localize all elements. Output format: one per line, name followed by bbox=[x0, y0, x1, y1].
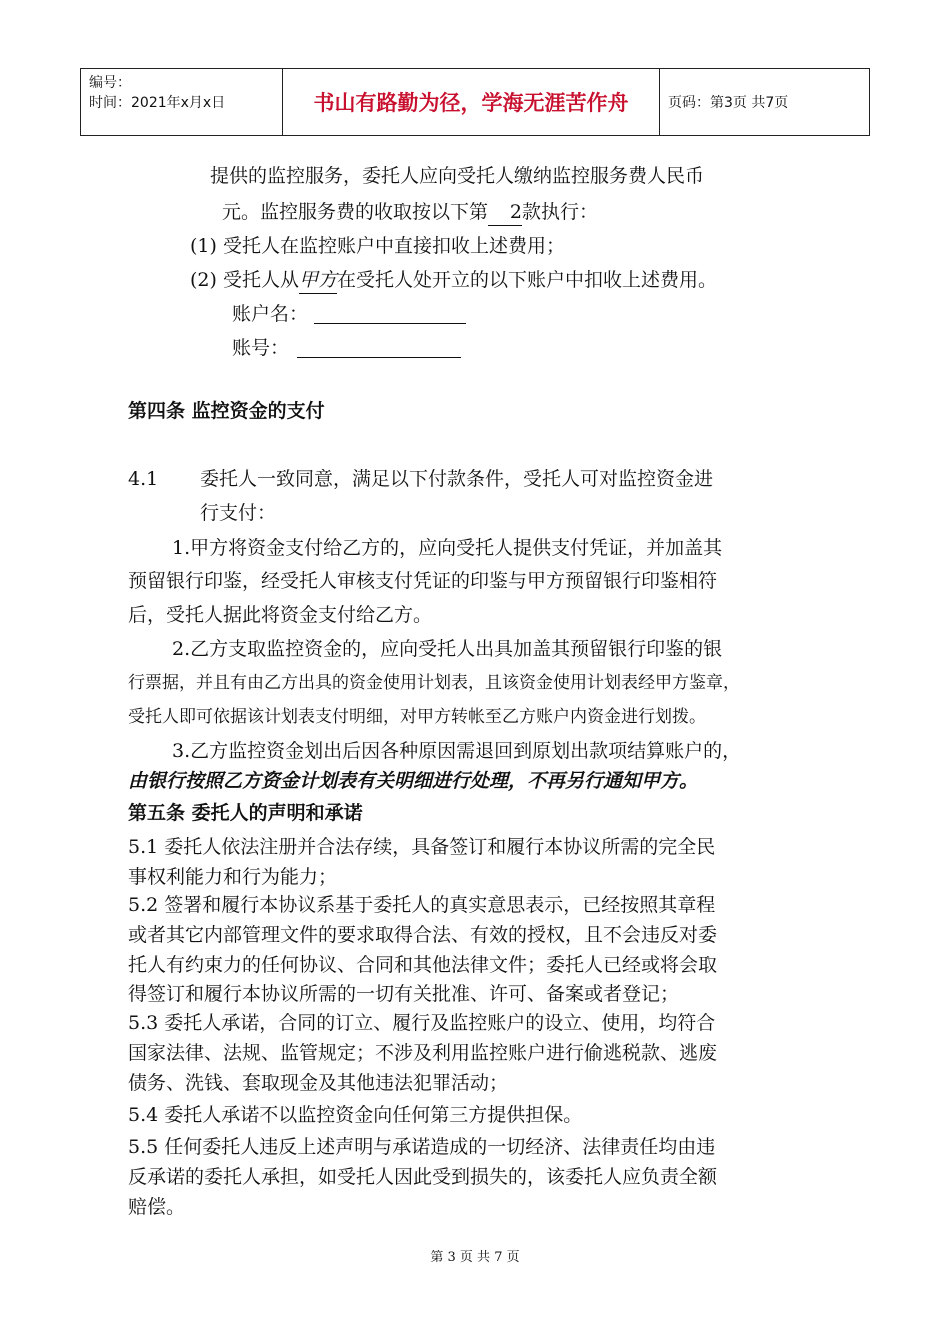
party-fill-in: 甲方 bbox=[299, 267, 337, 294]
body-line: 债务、洗钱、套取现金及其他违法犯罪活动； bbox=[128, 1072, 509, 1094]
header-motto: 书山有路勤为径，学海无涯苦作舟 bbox=[283, 69, 660, 135]
body-line: 3.乙方监控资金划出后因各种原因需退回到原划出款项结算账户的， bbox=[172, 740, 742, 762]
body-line: 委托人一致同意，满足以下付款条件，受托人可对监控资金进 bbox=[200, 468, 714, 490]
body-line: (2) 受托人从甲方在受托人处开立的以下账户中扣收上述费用。 bbox=[190, 267, 717, 294]
body-line: 托人有约束力的任何协议、合同和其他法律文件；委托人已经或将会取 bbox=[128, 954, 718, 976]
account-number-line: 账号： bbox=[232, 335, 461, 361]
page-header-table bbox=[80, 68, 870, 136]
clause-number: 4.1 bbox=[128, 468, 159, 490]
body-line: 预留银行印鉴，经受托人审核支付凭证的印鉴与甲方预留银行印鉴相符 bbox=[128, 570, 718, 592]
body-line: 国家法律、法规、监管规定；不涉及利用监控账户进行偷逃税款、逃废 bbox=[128, 1042, 718, 1064]
body-line: 后，受托人据此将资金支付给乙方。 bbox=[128, 604, 433, 626]
body-line: 5.2 签署和履行本协议系基于委托人的真实意思表示，已经按照其章程 bbox=[128, 894, 716, 916]
body-line: 赔偿。 bbox=[128, 1196, 186, 1218]
body-line: 5.1 委托人依法注册并合法存续，具备签订和履行本协议所需的完全民 bbox=[128, 836, 716, 858]
body-line: 1.甲方将资金支付给乙方的，应向受托人提供支付凭证，并加盖其 bbox=[172, 537, 723, 559]
body-line: 行票据，并且有由乙方出具的资金使用计划表，且该资金使用计划表经甲方鉴章， bbox=[128, 673, 740, 693]
body-line: 提供的监控服务，委托人应向受托人缴纳监控服务费人民币 bbox=[210, 165, 705, 187]
page-footer: 第 3 页 共 7 页 bbox=[430, 1250, 520, 1265]
account-name-line: 账户名： bbox=[232, 301, 466, 327]
body-line: 受托人即可依据该计划表支付明细，对甲方转帐至乙方账户内资金进行划拨。 bbox=[128, 707, 706, 727]
section-heading: 第五条 委托人的声明和承诺 bbox=[128, 802, 363, 824]
body-line: 事权利能力和行为能力； bbox=[128, 866, 338, 888]
body-line: 元。监控服务费的收取按以下第 2款执行： bbox=[222, 199, 598, 226]
body-line: 得签订和履行本协议所需的一切有关批准、许可、备案或者登记； bbox=[128, 983, 680, 1005]
header-meta-cell bbox=[81, 69, 283, 135]
account-number-blank bbox=[297, 339, 461, 358]
emphasis-line: 由银行按照乙方资金计划表有关明细进行处理，不再另行通知甲方。 bbox=[128, 770, 699, 792]
body-line: 5.4 委托人承诺不以监控资金向任何第三方提供担保。 bbox=[128, 1104, 583, 1126]
body-line: 2.乙方支取监控资金的，应向受托人出具加盖其预留银行印鉴的银 bbox=[172, 638, 723, 660]
body-line: 5.5 任何委托人违反上述声明与承诺造成的一切经济、法律责任均由违 bbox=[128, 1136, 716, 1158]
body-line: (1) 受托人在监控账户中直接扣收上述费用； bbox=[190, 235, 565, 257]
header-page-label: 页码：第3页 共7页 bbox=[668, 95, 789, 111]
serial-label: 编号： bbox=[89, 75, 131, 91]
section-heading: 第四条 监控资金的支付 bbox=[128, 400, 325, 422]
time-label: 时间：2021年x月x日 bbox=[89, 95, 226, 111]
body-line: 5.3 委托人承诺，合同的订立、履行及监控账户的设立、使用，均符合 bbox=[128, 1012, 716, 1034]
clause-number-blank: 2 bbox=[488, 199, 522, 226]
account-name-blank bbox=[314, 305, 466, 324]
body-line: 行支付： bbox=[200, 502, 277, 524]
body-line: 或者其它内部管理文件的要求取得合法、有效的授权，且不会违反对委 bbox=[128, 924, 718, 946]
body-line: 反承诺的委托人承担，如受托人因此受到损失的，该委托人应负责全额 bbox=[128, 1166, 718, 1188]
